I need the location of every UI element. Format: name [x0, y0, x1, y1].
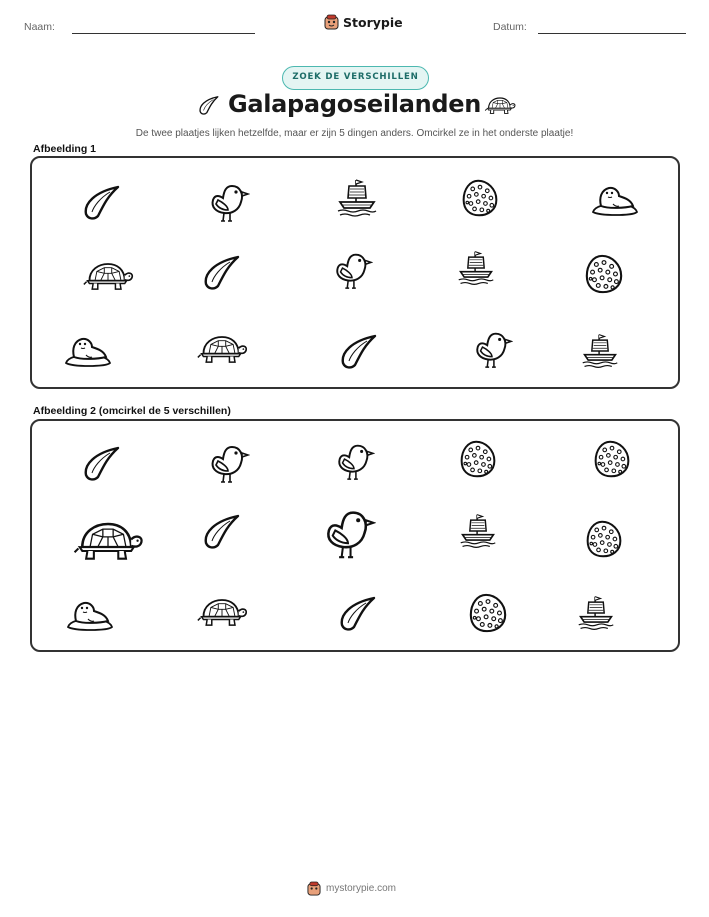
- brand-logo: [324, 14, 403, 30]
- footer: [307, 881, 396, 896]
- bird-icon[interactable]: [320, 500, 376, 566]
- picture2-label: Afbeelding 2 (omcirkel de 5 verschillen): [33, 405, 231, 417]
- bird-icon[interactable]: [206, 441, 250, 485]
- tortoise-icon: [484, 95, 516, 122]
- footer-url[interactable]: mystorypie.com: [326, 883, 397, 894]
- bird-icon: [471, 327, 513, 371]
- coral-icon[interactable]: [582, 519, 626, 559]
- coral-icon: [460, 177, 500, 219]
- activity-badge: ZOEK DE VERSCHILLEN: [282, 66, 429, 90]
- ship-icon[interactable]: [458, 509, 498, 553]
- beak-icon[interactable]: [82, 443, 122, 483]
- storypie-mascot-icon: [324, 14, 339, 30]
- seal-icon[interactable]: [64, 593, 116, 633]
- name-label: Naam:: [24, 21, 55, 33]
- bird-icon: [331, 248, 373, 292]
- seal-icon: [62, 329, 114, 369]
- coral-icon: [583, 253, 625, 295]
- bird-icon[interactable]: [333, 439, 375, 483]
- name-line[interactable]: [72, 33, 255, 34]
- tortoise-icon[interactable]: [72, 518, 144, 566]
- picture1-panel: [30, 156, 680, 389]
- ship-icon[interactable]: [576, 591, 616, 635]
- picture2-panel[interactable]: [30, 419, 680, 652]
- coral-icon[interactable]: [458, 439, 498, 479]
- date-line[interactable]: [538, 33, 686, 34]
- date-label: Datum:: [493, 21, 527, 33]
- bird-icon: [206, 180, 250, 224]
- beak-icon: [82, 182, 122, 222]
- instructions: De twee plaatjes lijken hetzelfde, maar er zijn 5 dingen anders. Omcirkel ze in het onderste plaatje!: [135, 128, 574, 139]
- page-title: Galapagoseilanden: [227, 90, 482, 118]
- coral-icon[interactable]: [592, 439, 632, 479]
- beak-icon: [202, 253, 242, 291]
- tortoise-icon: [82, 260, 134, 294]
- tortoise-icon[interactable]: [196, 596, 248, 630]
- ship-icon: [580, 329, 620, 373]
- beak-icon[interactable]: [202, 512, 242, 550]
- ship-icon: [456, 246, 496, 290]
- beak-icon[interactable]: [338, 595, 378, 631]
- picture1-label: Afbeelding 1: [33, 143, 97, 155]
- coral-icon[interactable]: [467, 592, 509, 634]
- tortoise-icon: [196, 333, 248, 367]
- brand-name: Storypie: [343, 14, 403, 30]
- seal-icon: [589, 178, 641, 218]
- ship-icon: [335, 176, 379, 220]
- storypie-mascot-icon: [307, 881, 321, 896]
- beak-icon: [339, 332, 379, 370]
